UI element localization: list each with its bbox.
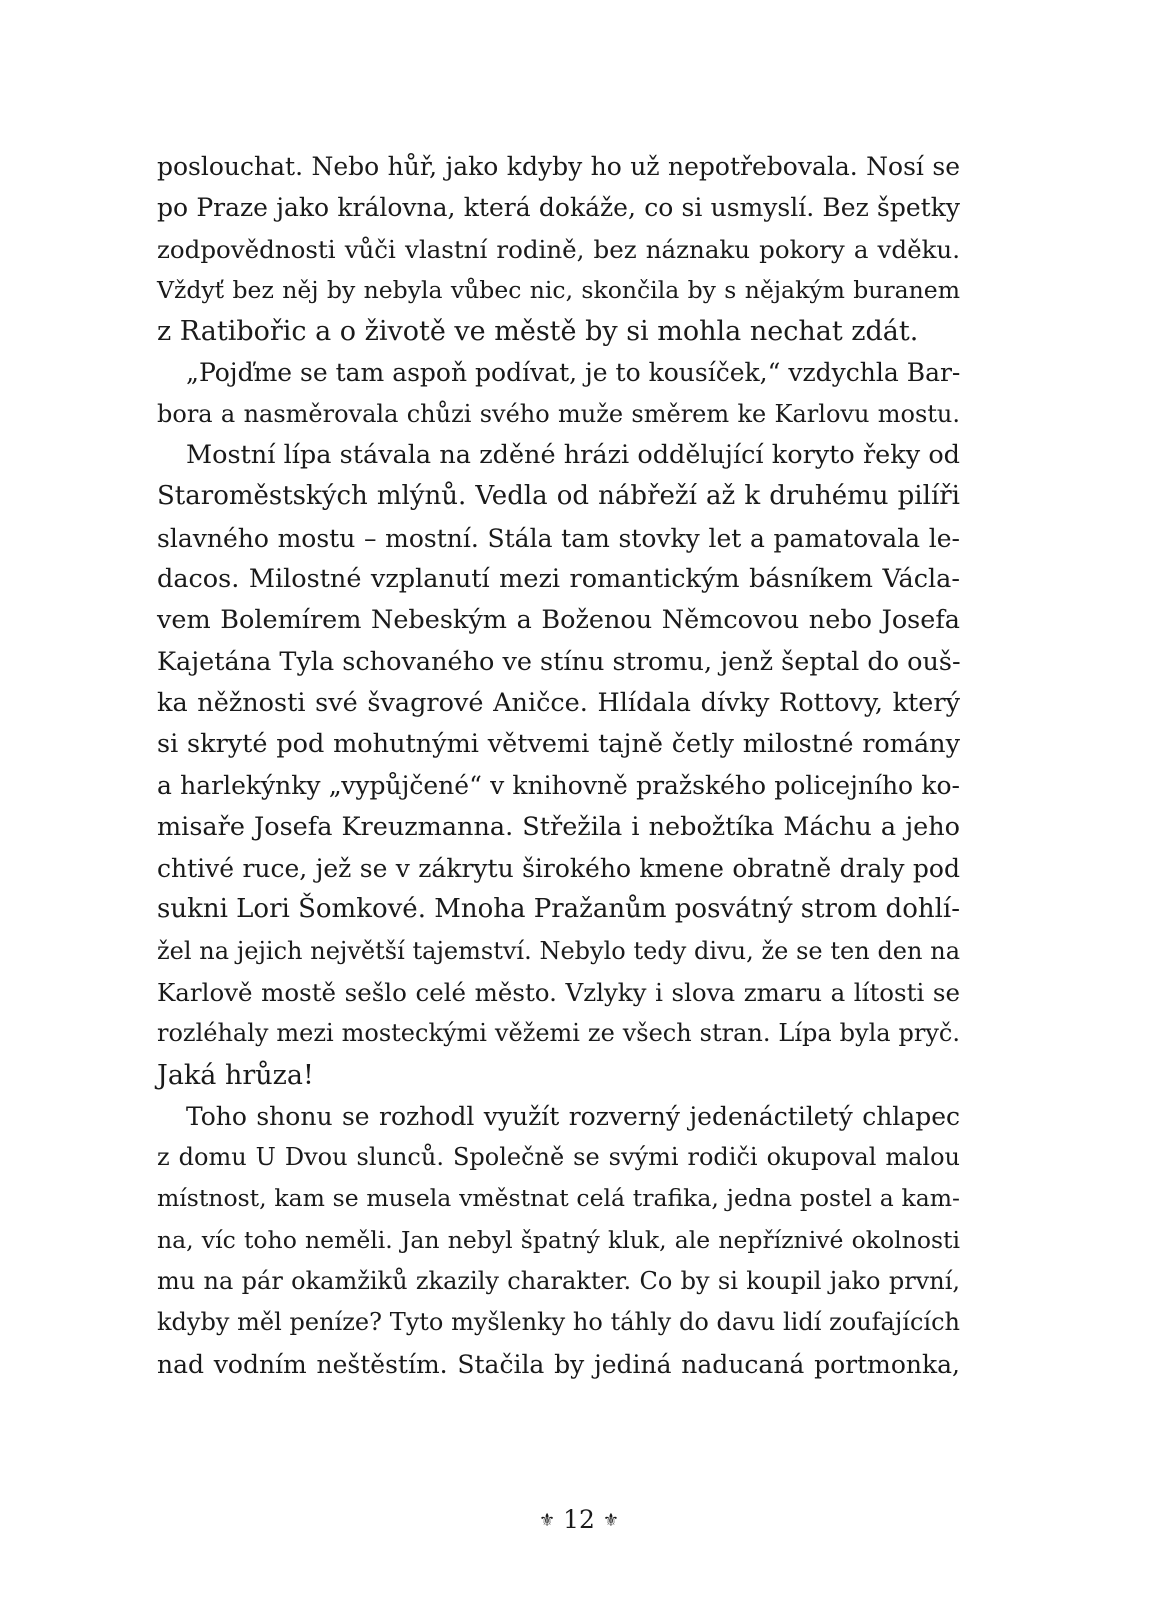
text-line: po Praze jako královna, která dokáže, co si usmyslí. Bez špetky: [157, 193, 960, 223]
text-line: Kajetána Tyla schovaného ve stínu stromu, jenž šeptal do ouš-: [157, 646, 961, 677]
text-line: Karlově mostě sešlo celé město. Vzlyky i slova zmaru a lítosti se: [157, 977, 960, 1007]
fleur-ornament-icon: ⚜: [602, 1510, 620, 1531]
text-line: Mostní lípa stávala na zděné hrázi oddělující koryto řeky od: [186, 440, 960, 471]
text-line: Staroměstských mlýnů. Vedla od nábřeží až k druhému pilíři: [157, 481, 960, 512]
text-line: Vždyť bez něj by nebyla vůbec nic, skončila by s nějakým buranem: [157, 275, 960, 304]
text-line: misaře Josefa Kreuzmanna. Střežila i nebožtíka Máchu a jeho: [157, 811, 960, 842]
text-line: Toho shonu se rozhodl využít rozverný jedenáctiletý chlapec: [186, 1101, 960, 1131]
page-number: 12: [563, 1505, 595, 1534]
fleur-ornament-icon: ⚜: [538, 1510, 556, 1531]
text-line: dacos. Milostné vzplanutí mezi romantickým básníkem Václa-: [157, 563, 960, 594]
text-line: z Ratibořic a o životě ve městě by si mohla nechat zdát.: [157, 316, 919, 348]
text-line: kdyby měl peníze? Tyto myšlenky ho táhly do davu lidí zoufajících: [157, 1308, 960, 1337]
text-line: na, víc toho neměli. Jan nebyl špatný kluk, ale nepříznivé okolnosti: [157, 1225, 960, 1254]
text-line: bora a nasměrovala chůzi svého muže směrem ke Karlovu mostu.: [157, 399, 960, 428]
text-line: slavného mostu – mostní. Stála tam stovky let a pamatovala le-: [157, 523, 960, 553]
text-line: ka něžnosti své švagrové Aničce. Hlídala dívky Rottovy, který: [157, 687, 960, 718]
text-line: chtivé ruce, jež se v zákrytu širokého kmene obratně draly pod: [157, 854, 960, 884]
text-line: „Pojďme se tam aspoň podívat, je to kousíček,“ vzdychla Bar-: [186, 358, 961, 388]
text-line: vem Bolemírem Nebeským a Boženou Němcovou nebo Josefa: [157, 605, 960, 636]
text-line: zodpovědnosti vůči vlastní rodině, bez náznaku pokory a vděku.: [157, 234, 960, 264]
text-line: místnost, kam se musela vměstnat celá trafika, jedna postel a kam-: [157, 1184, 960, 1213]
text-line: nad vodním neštěstím. Stačila by jediná naducaná portmonka,: [157, 1349, 960, 1379]
text-line: mu na pár okamžiků zkazily charakter. Co by si koupil jako první,: [157, 1267, 960, 1296]
text-line: žel na jejich největší tajemství. Nebylo tedy divu, že se ten den na: [157, 936, 960, 965]
text-line: sukni Lori Šomkové. Mnoha Pražanům posvátný strom dohlí-: [157, 894, 961, 925]
body-text: [157, 146, 960, 1385]
page-number-footer: [0, 1505, 1158, 1534]
text-line: si skryté pod mohutnými větvemi tajně četly milostné romány: [157, 729, 960, 760]
text-line: poslouchat. Nebo hůř, jako kdyby ho už nepotřebovala. Nosí se: [157, 152, 960, 181]
text-line: a harlekýnky „vypůjčené“ v knihovně pražského policejního ko-: [157, 771, 960, 801]
text-line: z domu U Dvou slunců. Společně se svými rodiči okupoval malou: [157, 1143, 960, 1172]
text-line: rozléhaly mezi mosteckými věžemi ze všech stran. Lípa byla pryč.: [157, 1019, 960, 1048]
text-line: Jaká hrůza!: [157, 1059, 314, 1091]
